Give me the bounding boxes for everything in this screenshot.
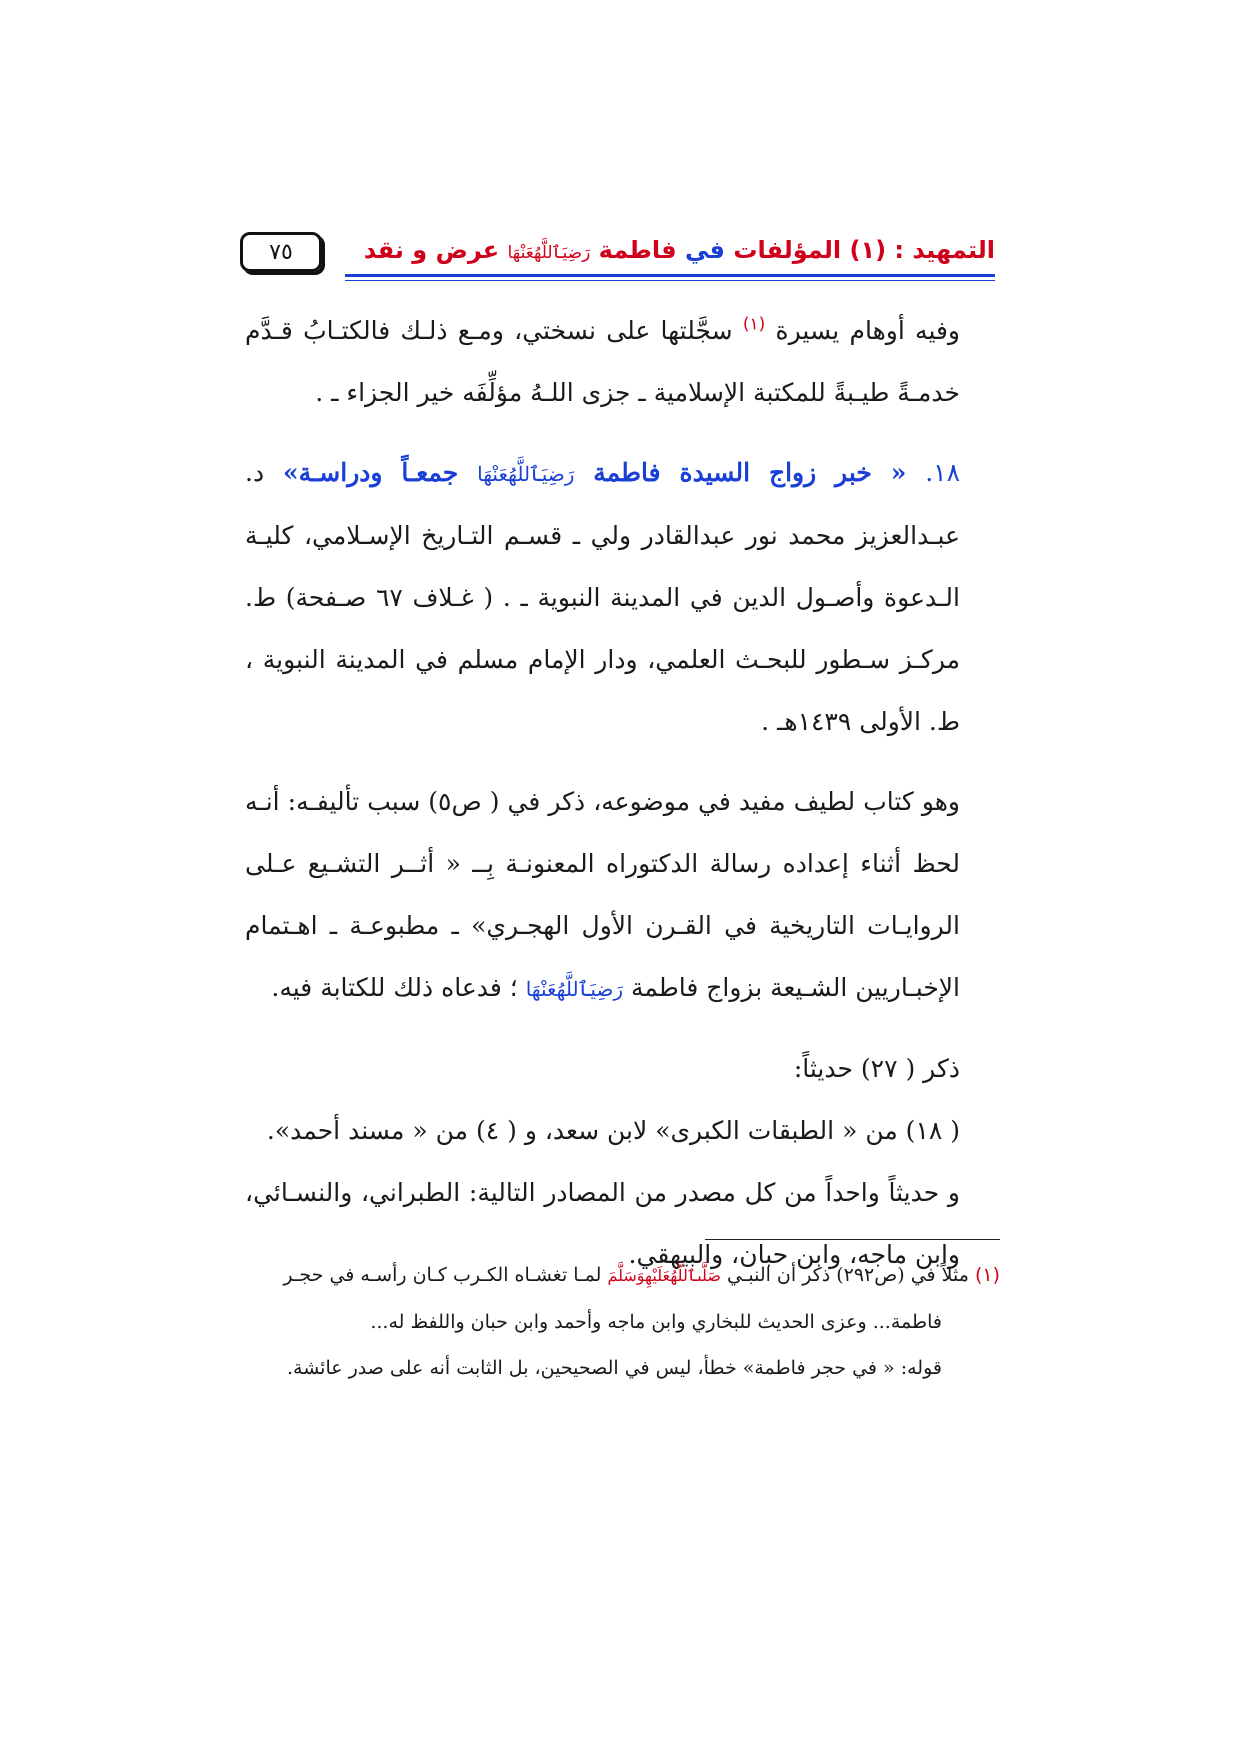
paragraph-1-text: وفيه أوهام يسيرة (775, 316, 961, 345)
footnote-separator (705, 1239, 1000, 1240)
paragraph-5: ( ١٨) من « الطبقات الكبرى» لابن سعد، و ( ٤) من « مسند أحمد». (266, 1116, 960, 1145)
footnote-1 (245, 1252, 1000, 1299)
footnote-1-text: مثلاً في (ص٢٩٢) ذكر أن النبـي (720, 1264, 975, 1286)
header-rule (345, 274, 995, 277)
running-title-part2: المؤلفات (724, 236, 850, 264)
paragraph-3-honorific: رَضِيَٱللَّهُعَنْهَا (525, 977, 624, 1001)
footnote-1-line-2: فاطمة... وعزى الحديث للبخاري وابن ماجه وأحمد وابن حبان واللفظ له... (370, 1311, 942, 1333)
entry-title-cont: جمعـاً ودراسـة» (264, 458, 478, 487)
body-text (245, 300, 1000, 1286)
page-number: ٧٥ (240, 232, 322, 272)
paragraph-3 (245, 771, 1000, 1020)
page-header (240, 232, 995, 278)
running-title (364, 232, 995, 272)
paragraph-3-text-cont: ؛ فدعاه ذلك للكتابة فيه. (271, 973, 526, 1002)
running-title-part3: في (684, 236, 725, 264)
header-rule-thin (345, 280, 995, 281)
entry-number: ١٨. (925, 458, 960, 487)
paragraph-3-text: وهو كتاب لطيف مفيد في موضوعه، ذكر في ( ص٥) سبب تأليفـه: أنـه لحظ أثناء إعداده رسالة الدكتوراه المعنونـة بِــ « أثــر التشـيع عـلى الروايـات التاريخية في القـرن الأول الهجـري» ـ مطبوعـة ـ اهـتمام الإخبـاريين الشـيعة بزواج فاطمة (245, 787, 960, 1002)
footnote-1-honorific: صَلَّىٱللَّهُعَلَيْهِوَسَلَّمَ (607, 1266, 721, 1285)
footnote-1-text-cont: لمـا تغشـاه الكـرب كـان رأسـه في حجـر (283, 1264, 608, 1286)
paragraph-1 (245, 300, 1000, 424)
footnote-1-line-3: قوله: « في حجر فاطمة» خطأ، ليس في الصحيحين، بل الثابت أنه على صدر عائشة. (286, 1357, 942, 1379)
paragraph-1-text-cont: سجَّلتها على نسختي، ومـع ذلـك فالكتـابُ قـدَّم خدمـةً طيـبةً للمكتبة الإسلامية ـ جزى اللـهُ مؤلِّفَه خير الجزاء ـ . (245, 316, 960, 407)
footnotes (245, 1252, 1000, 1391)
paragraph-4: ذكر ( ٢٧) حديثاً: (793, 1054, 960, 1083)
running-title-part1: التمهيد : (١) (849, 236, 995, 264)
paragraph-2-text: د. عبـدالعزيز محمد نور عبدالقادر ولي ـ قسـم التـاريخ الإسـلامي، كليـة الـدعوة وأصـول الدين في المدينة النبوية ـ . ( غـلاف ٦٧ صـفحة) ط. مركـز سـطور للبحـث العلمي، ودار الإمام مسلم في المدينة النبوية ، ط. الأولى ١٤٣٩هـ . (245, 458, 960, 736)
running-title-part5: عرض و نقد (363, 236, 508, 264)
running-title-part4: فاطمة (590, 236, 685, 264)
paragraph-2 (245, 442, 1000, 753)
footnote-1-number: (١) (974, 1264, 1000, 1286)
entry-title-honorific: رَضِيَٱللَّهُعَنْهَا (477, 462, 575, 486)
paragraph-6: و حديثاً واحداً من كل مصدر من المصادر التالية: الطبراني، والنسـائي، وابن ماجه، وابن حبان، والبيهقي. (245, 1178, 960, 1269)
entry-title: « خبر زواج السيدة فاطمة (574, 458, 926, 487)
running-title-honorific: رَضِيَٱللَّهُعَنْهَا (507, 243, 591, 263)
footnote-ref-1[interactable]: (١) (742, 314, 766, 335)
